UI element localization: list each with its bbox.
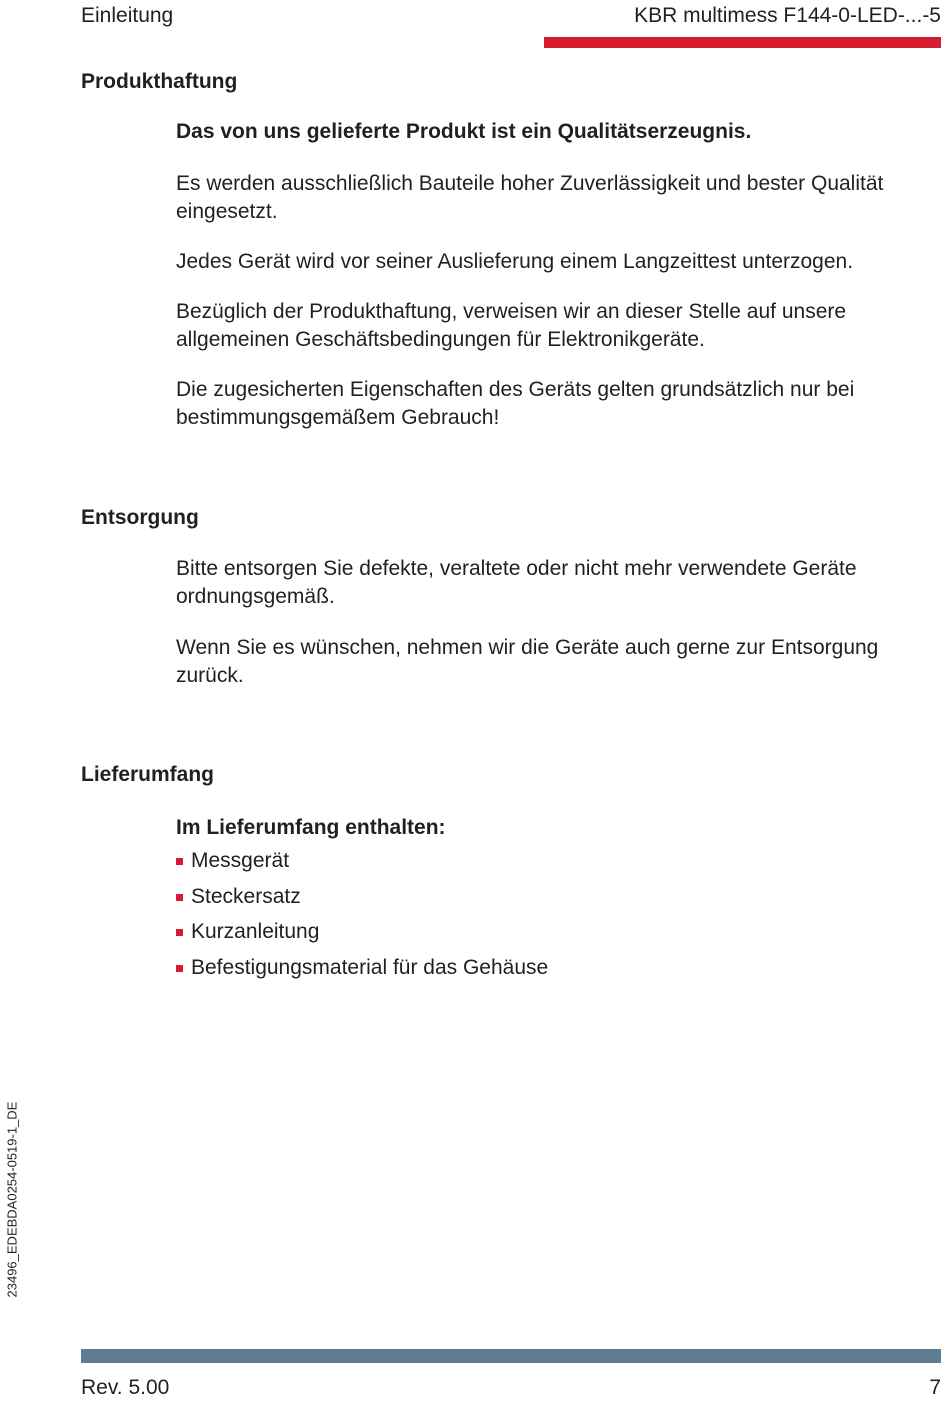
page-number: 7 (929, 1376, 941, 1399)
header-chapter: Einleitung (81, 4, 174, 27)
produkthaftung-paragraph-3: Bezüglich der Produkthaftung, verweisen wir an dieser Stelle auf unsere allgemeinen Geschäftsbedingungen für Elektronikgeräte. (176, 300, 847, 351)
lieferumfang-list (176, 847, 548, 989)
section-title-entsorgung: Entsorgung (81, 506, 199, 529)
bullet-square-icon (176, 965, 183, 972)
bullet-square-icon (176, 894, 183, 901)
entsorgung-paragraph-1: Bitte entsorgen Sie defekte, veraltete oder nicht mehr verwendete Geräte ordnungsgemäß. (176, 557, 857, 608)
footer-bar (81, 1349, 941, 1363)
document-code: 23496_EDEBDA0254-0519-1_DE (4, 1101, 20, 1298)
produkthaftung-paragraph-2: Jedes Gerät wird vor seiner Auslieferung einem Langzeittest unterzogen. (176, 250, 854, 273)
produkthaftung-paragraph-4: Die zugesicherten Eigenschaften des Geräts gelten grundsätzlich nur bei bestimmungsgemäßem Gebrauch! (176, 378, 855, 429)
list-item-label: Steckersatz (191, 884, 301, 908)
entsorgung-paragraph-2: Wenn Sie es wünschen, nehmen wir die Geräte auch gerne zur Entsorgung zurück. (176, 636, 879, 687)
bullet-square-icon (176, 858, 183, 865)
list-item-label: Kurzanleitung (191, 920, 320, 943)
list-item (176, 954, 548, 990)
footer-revision: Rev. 5.00 (81, 1376, 170, 1399)
section-title-produkthaftung: Produkthaftung (81, 70, 238, 93)
list-item-label: Befestigungsmaterial für das Gehäuse (191, 955, 549, 979)
list-item (176, 847, 548, 883)
list-item (176, 883, 548, 919)
produkthaftung-lead: Das von uns gelieferte Produkt ist ein Qualitätserzeugnis. (176, 120, 752, 143)
header-accent-bar (544, 37, 941, 48)
list-item (176, 918, 548, 954)
lieferumfang-lead: Im Lieferumfang enthalten: (176, 816, 446, 839)
header-product-title: KBR multimess F144-0-LED-...-5 (634, 4, 941, 27)
bullet-square-icon (176, 929, 183, 936)
section-title-lieferumfang: Lieferumfang (81, 763, 215, 786)
produkthaftung-paragraph-1: Es werden ausschließlich Bauteile hoher Zuverlässigkeit und bester Qualität eingesetzt. (176, 172, 884, 223)
list-item-label: Messgerät (191, 849, 290, 872)
